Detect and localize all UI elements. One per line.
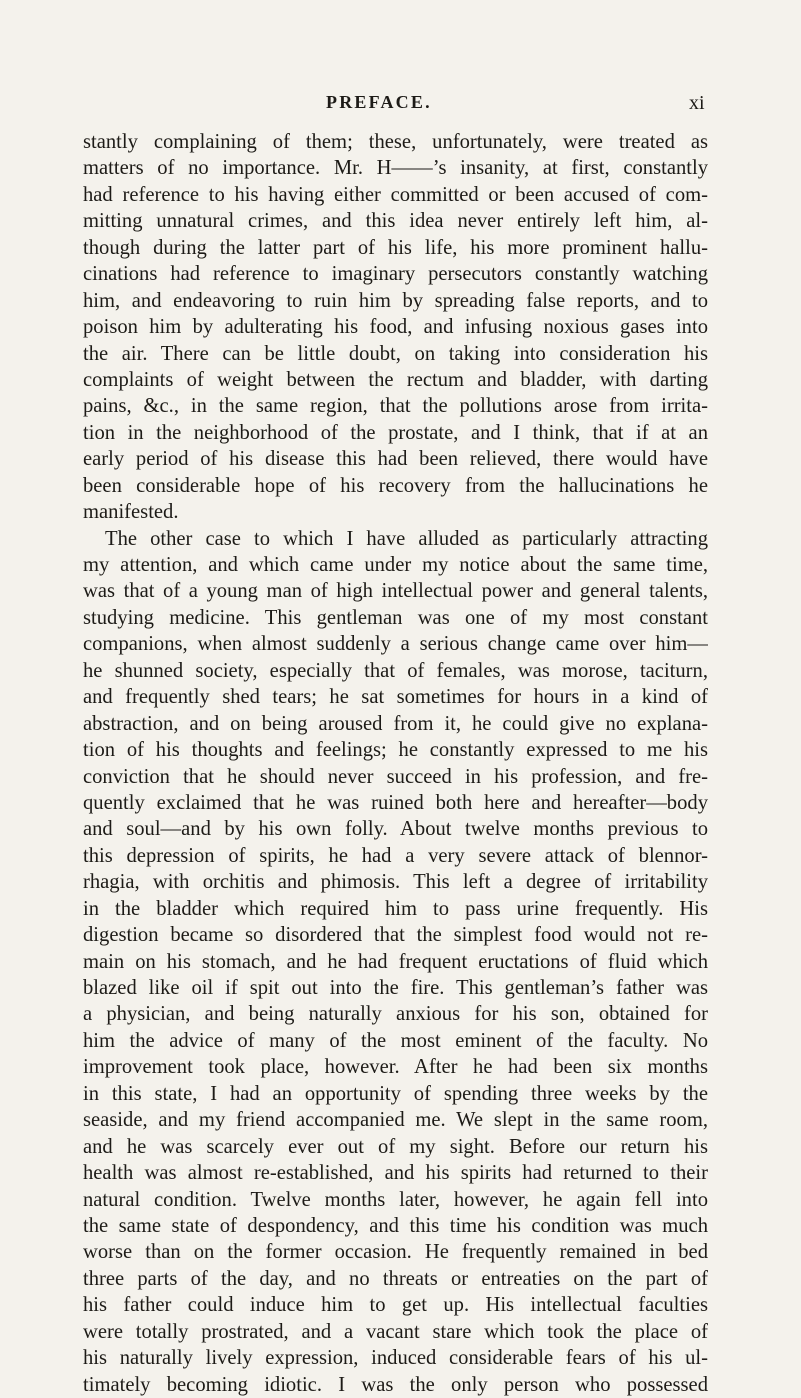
text-line: had reference to his having either committed or been accused of com-: [83, 183, 708, 206]
text-line: and he was scarcely ever out of my sight. Before our return his: [83, 1135, 708, 1158]
text-line: abstraction, and on being aroused from it, he could give no explana-: [83, 712, 708, 735]
text-line: worse than on the former occasion. He frequently remained in bed: [83, 1241, 708, 1264]
text-line: and soul—and by his own folly. About twelve months previous to: [83, 818, 708, 841]
text-line: him the advice of many of the most eminent of the faculty. No: [83, 1029, 708, 1052]
text-line: tion of his thoughts and feelings; he constantly expressed to me his: [83, 739, 708, 762]
text-line: tion in the neighborhood of the prostate, and I think, that if at an: [83, 421, 708, 444]
running-title: PREFACE.: [326, 92, 432, 112]
text-line: he shunned society, especially that of females, was morose, taciturn,: [83, 659, 708, 682]
text-line: the same state of despondency, and this time his condition was much: [83, 1214, 708, 1237]
text-line: seaside, and my friend accompanied me. We slept in the same room,: [83, 1109, 708, 1132]
text-line: improvement took place, however. After he had been six months: [83, 1056, 708, 1079]
text-line: studying medicine. This gentleman was one of my most constant: [83, 606, 708, 629]
text-line: were totally prostrated, and a vacant stare which took the place of: [83, 1320, 708, 1343]
text-line: mitting unnatural crimes, and this idea never entirely left him, al-: [83, 210, 708, 233]
text-line: early period of his disease this had been relieved, there would have: [83, 448, 708, 471]
text-line: was that of a young man of high intellectual power and general talents,: [83, 580, 708, 603]
text-line: natural condition. Twelve months later, however, he again fell into: [83, 1188, 708, 1211]
text-line: quently exclaimed that he was ruined both here and hereafter—body: [83, 791, 708, 814]
text-line: health was almost re-established, and his spirits had returned to their: [83, 1162, 708, 1185]
text-line: poison him by adulterating his food, and infusing noxious gases into: [83, 316, 708, 339]
text-line: a physician, and being naturally anxious for his son, obtained for: [83, 1003, 708, 1026]
text-line: in the bladder which required him to pass urine frequently. His: [83, 897, 708, 920]
paragraph-first-line: The other case to which I have alluded as particularly attracting: [105, 527, 708, 550]
text-line: my attention, and which came under my notice about the same time,: [83, 554, 708, 576]
text-line: digestion became so disordered that the simplest food would not re-: [83, 924, 708, 947]
text-line: been considerable hope of his recovery from the hallucinations he: [83, 474, 708, 497]
text-line: in this state, I had an opportunity of spending three weeks by the: [83, 1082, 708, 1105]
text-line: companions, when almost suddenly a serious change came over him—: [83, 633, 708, 656]
text-line: three parts of the day, and no threats or entreaties on the part of: [83, 1267, 708, 1290]
text-line: though during the latter part of his life, his more prominent hallu-: [83, 236, 708, 259]
text-line: this depression of spirits, he had a very severe attack of blennor-: [83, 844, 708, 867]
text-line: timately becoming idiotic. I was the only person who possessed: [83, 1373, 708, 1396]
body-text: [83, 129, 708, 1398]
text-line: matters of no importance. Mr. H——’s insanity, at first, constantly: [83, 157, 708, 180]
text-line: cinations had reference to imaginary persecutors constantly watching: [83, 263, 708, 286]
paragraph-end-line: manifested.: [83, 501, 179, 524]
running-head: [0, 91, 801, 115]
text-line: stantly complaining of them; these, unfortunately, were treated as: [83, 131, 708, 153]
text-line: and frequently shed tears; he sat sometimes for hours in a kind of: [83, 686, 708, 709]
text-line: conviction that he should never succeed in his profession, and fre-: [83, 765, 708, 788]
text-line: complaints of weight between the rectum and bladder, with darting: [83, 368, 708, 391]
text-line: main on his stomach, and he had frequent eructations of fluid which: [83, 950, 708, 973]
text-line: the air. There can be little doubt, on taking into consideration his: [83, 342, 708, 365]
text-line: his father could induce him to get up. His intellectual faculties: [83, 1294, 708, 1317]
text-line: pains, &c., in the same region, that the pollutions arose from irrita-: [83, 395, 708, 418]
text-line: rhagia, with orchitis and phimosis. This left a degree of irritability: [83, 871, 708, 894]
text-line: his naturally lively expression, induced considerable fears of his ul-: [83, 1347, 708, 1370]
text-line: blazed like oil if spit out into the fire. This gentleman’s father was: [83, 977, 708, 999]
text-line: him, and endeavoring to ruin him by spreading false reports, and to: [83, 289, 708, 312]
page-number: xi: [689, 92, 705, 114]
